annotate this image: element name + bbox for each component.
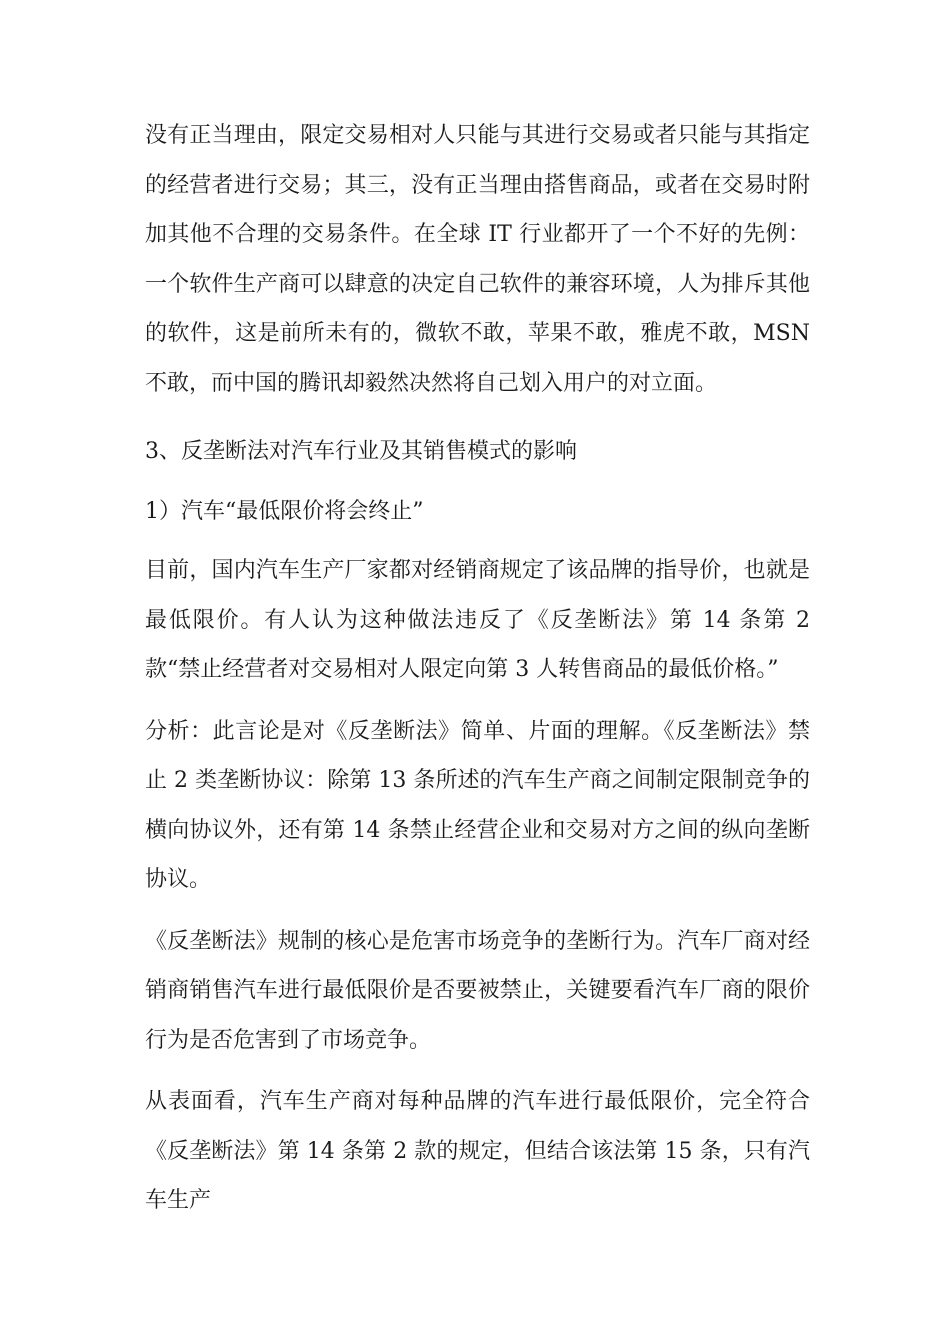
subsection-heading: 1）汽车“最低限价将会终止” [145,498,424,524]
section-heading: 3、反垄断法对汽车行业及其销售模式的影响 [145,439,577,464]
paragraph-analysis: 分析：此言论是对《反垄断法》简单、片面的理解。《反垄断法》禁止 2 类垄断协议：除第 13 条所述的汽车生产商之间制定限制竞争的横向协议外，还有第 14 条禁止经营企业和交易对方之间的纵向垄断协议。 [145,718,810,892]
paragraph-price-guidance: 目前，国内汽车生产厂家都对经销商规定了该品牌的指导价，也就是最低限价。有人认为这种做法违反了《反垄断法》第 14 条第 2 款“禁止经营者对交易相对人限定向第 3 人转售商品的最低价格。” [145,558,810,682]
paragraph-tencent-intro: 没有正当理由，限定交易相对人只能与其进行交易或者只能与其指定的经营者进行交易；其三，没有正当理由搭售商品，或者在交易时附加其他不合理的交易条件。在全球 IT 行业都开了一个不好的先例：一个软件生产商可以肆意的决定自己软件的兼容环境，人为排斥其他的软件，这是前所未有的，微软不敢，苹果不敢，雅虎不敢，MSN 不敢，而中国的腾讯却毅然决然将自己划入用户的对立面。 [145,123,810,396]
document-page [145,111,810,1238]
paragraph-surface-view: 从表面看，汽车生产商对每种品牌的汽车进行最低限价，完全符合《反垄断法》第 14 条第 2 款的规定，但结合该法第 15 条，只有汽车生产 [145,1089,810,1213]
paragraph-core-regulation: 《反垄断法》规制的核心是危害市场竞争的垄断行为。汽车厂商对经销商销售汽车进行最低限价是否要被禁止，关键要看汽车厂商的限价行为是否危害到了市场竞争。 [145,928,810,1053]
